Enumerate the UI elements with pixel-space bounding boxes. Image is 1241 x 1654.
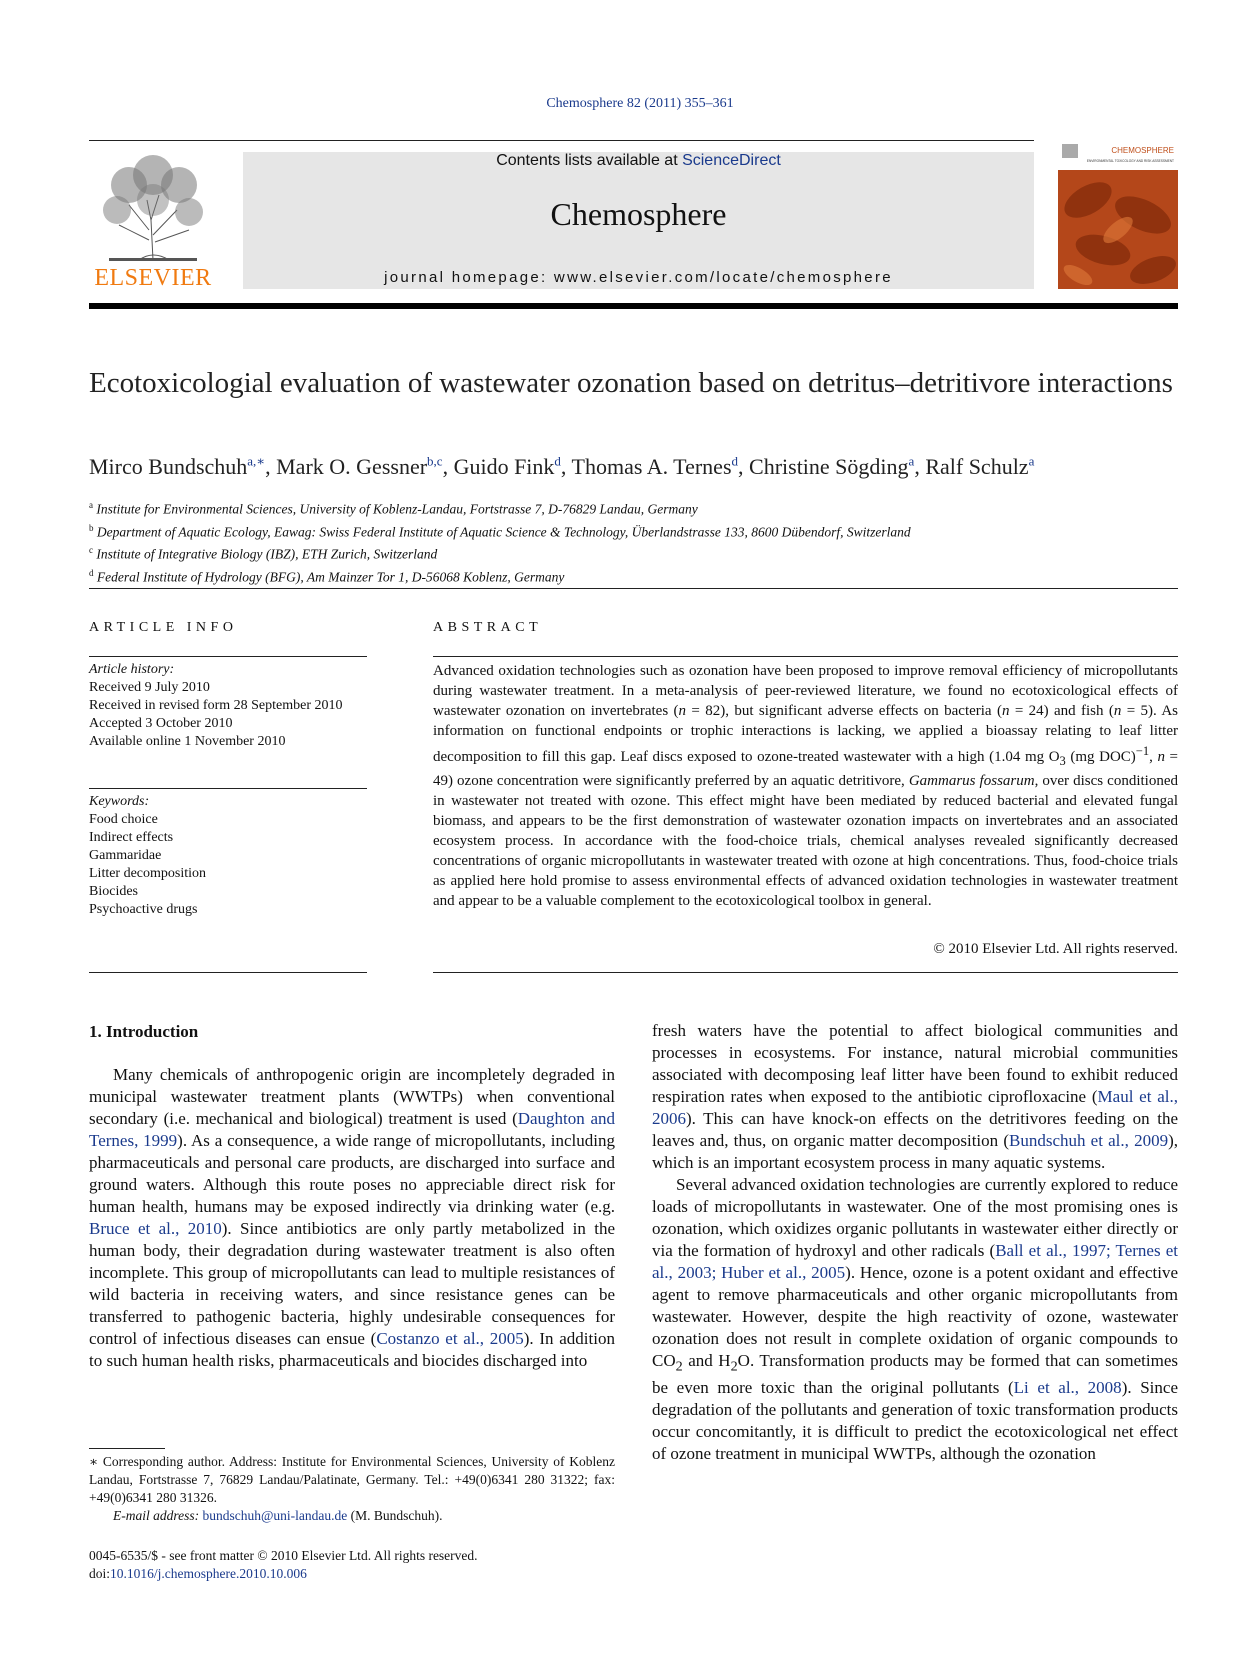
history-item: Received in revised form 28 September 2010 <box>89 698 343 713</box>
affiliation: $^a$ Institute for Environmental Sciences, University of Koblenz-Landau, Fortstrasse 7, D-76829 Landau, Germany <box>89 500 698 517</box>
keyword: Food choice <box>89 812 158 827</box>
article-info-rule <box>89 788 367 789</box>
affiliation: $^b$ Department of Aquatic Ecology, Eawag: Swiss Federal Institute of Aquatic Science & Technology, Überlandstrasse 133, 8600 Dübendorf, Switzerland <box>89 522 911 539</box>
keyword: Biocides <box>89 884 138 899</box>
body-column-right <box>652 1020 1178 1465</box>
masthead-bottom-rule <box>89 303 1178 309</box>
doi-link[interactable]: 10.1016/j.chemosphere.2010.10.006 <box>110 1566 307 1581</box>
author-affiliation-mark[interactable]: d <box>731 454 739 469</box>
author-affiliation-mark[interactable]: d <box>554 454 561 469</box>
email-label: E-mail address: <box>113 1508 203 1523</box>
article-title: Ecotoxicologial evaluation of wastewater ozonation based on detritus–detritivore interactions <box>89 367 1173 399</box>
citation-link[interactable]: Bundschuh et al., 2009 <box>1008 1131 1169 1150</box>
contents-line <box>243 152 1034 170</box>
author-list <box>89 454 1189 480</box>
keyword: Indirect effects <box>89 830 174 845</box>
affiliations-rule <box>89 588 1178 589</box>
article-info-heading: ARTICLE INFO <box>89 620 238 635</box>
author: Guido Fink$^d$, <box>453 454 572 480</box>
paragraph: Several advanced oxidation technologies are currently explored to reduce loads of micropollutants in wastewater. One of the most promising ones is ozonation, which oxidizes organic pollutants in wastewater either directly or via the formation of hydroxyl and other radicals (Ball et al., 1997; Ternes et al., 2003; Huber et al., 2005). Hence, ozone is a potent oxidant and effective agent to remove pharmaceuticals and other organic micropollutants from wastewater. However, despite the high reactivity of ozone, wastewater ozonation does not result in complete oxidation of organic compounds to $CO_2$ and $H_2O$. Transformation products may be formed that can sometimes be even more toxic than the original pollutants (Li et al., 2008). Since degradation of the pollutants and generation of toxic transformation products occur concomitantly, it is difficult to predict the ecotoxicological net effect of ozone treatment in municipal WWTPs, although the ozonation <box>652 1175 1178 1464</box>
affiliation: $^c$ Institute of Integrative Biology (IBZ), ETH Zurich, Switzerland <box>89 545 438 562</box>
author: Mirco Bundschuh$^{a,∗}$, <box>89 454 277 480</box>
citation-link[interactable]: Daughton and Ternes, 1999 <box>89 1109 616 1150</box>
doi-line: doi:10.1016/j.chemosphere.2010.10.006 <box>89 1566 307 1581</box>
author-affiliation-mark[interactable]: a <box>908 454 915 469</box>
abstract-rule <box>433 656 1178 657</box>
abstract-heading: ABSTRACT <box>433 620 543 635</box>
journal-name: Chemosphere <box>550 196 727 232</box>
history-item: Accepted 3 October 2010 <box>89 716 233 731</box>
author: Thomas A. Ternes$^d$, <box>571 454 750 480</box>
affiliations <box>89 496 1189 586</box>
abstract-text: Advanced oxidation technologies such as ozonation have been proposed to improve removal efficiency of micropollutants during wastewater treatment. In a meta-analysis of peer-reviewed literature, we found no ecotoxicological effects of wastewater ozonation on invertebrates (n = 82), but significant adverse effects on bacteria (n = 24) and fish (n = 5). As information on functional endpoints or trophic interactions is lacking, we applied a bioassay relating to leaf litter decomposition to fill this gap. Leaf discs exposed to ozone-treated wastewater with a high (1.04 mg $O_3$ (mg DOC)$^{-1}$, n = 49) ozone concentration were significantly preferred by an aquatic detritivore, Gammarus fossarum, over discs conditioned in wastewater not treated with ozone. This effect might have been mediated by reduced bacterial and elevated fungal biomass, and appears to be the first demonstration of wastewater ozonation impacts on invertebrates and an associated ecosystem process. In accordance with the food-choice trials, chemical analyses revealed significantly decreased concentrations of organic micropollutants in wastewater treated with ozone at high concentrations. Thus, food-choice trials as applied here hold promise to assess environmental effects of advanced oxidation technologies in wastewater treatment and appear to be a valuable complement to the ecotoxicological toolbox in general. <box>433 663 1179 909</box>
keyword: Litter decomposition <box>89 866 207 881</box>
issn-line: 0045-6535/$ - see front matter © 2010 Elsevier Ltd. All rights reserved. <box>89 1548 478 1563</box>
author: Ralf Schulz$^a$ <box>925 454 1035 480</box>
citation-link[interactable]: Ball et al., 1997; Ternes et al., 2003; Huber et al., 2005 <box>652 1241 1178 1282</box>
author-affiliation-mark[interactable]: b,c <box>427 454 443 469</box>
keywords <box>89 793 367 919</box>
journal-homepage[interactable]: journal homepage: www.elsevier.com/locate/chemosphere <box>384 269 893 286</box>
citation-link[interactable]: Bruce et al., 2010 <box>89 1219 222 1238</box>
front-matter <box>89 1547 615 1583</box>
article-history <box>89 661 367 751</box>
journal-citation[interactable]: Chemosphere 82 (2011) 355–361 <box>546 96 734 111</box>
email-link[interactable]: bundschuh@uni-landau.de <box>202 1508 348 1523</box>
article-info-rule <box>89 972 367 973</box>
elsevier-wordmark: ELSEVIER <box>94 265 212 291</box>
cover-subtitle: ENVIRONMENTAL TOXICOLOGY AND RISK ASSESSMENT <box>1086 159 1174 163</box>
author: Mark O. Gessner$^{b,c}$, <box>276 454 454 480</box>
article-info-rule <box>89 656 367 657</box>
sciencedirect-link[interactable]: ScienceDirect <box>682 152 781 169</box>
cover-title: CHEMOSPHERE <box>1111 146 1174 155</box>
keywords-label: Keywords: <box>89 794 150 809</box>
author: Christine Sögding$^a$, <box>749 454 926 480</box>
history-item: Available online 1 November 2010 <box>89 734 286 749</box>
history-label: Article history: <box>89 662 175 677</box>
citation-link[interactable]: Li et al., 2008 <box>1013 1378 1122 1398</box>
footnote-star: ∗ <box>89 1454 99 1469</box>
keyword: Gammaridae <box>89 848 162 863</box>
paragraph: fresh waters have the potential to affect biological communities and processes in ecosystems. For instance, natural microbial communities associated with decomposing leaf litter have been found to exhibit reduced respiration rates when exposed to the antibiotic ciprofloxacine (Maul et al., 2006). This can have knock-on effects on the detritivores feeding on the leaves and, thus, on organic matter decomposition (Bundschuh et al., 2009), which is an important ecosystem process in many aquatic systems. <box>652 1021 1178 1172</box>
journal-cover-image <box>1058 140 1178 289</box>
citation-link[interactable]: Maul et al., 2006 <box>652 1087 1178 1128</box>
abstract-copyright: © 2010 Elsevier Ltd. All rights reserved. <box>933 941 1178 957</box>
corresponding-author-footnote: ∗ Corresponding author. Address: Institute for Environmental Sciences, University of Koblenz Landau, Fortstrasse 7, 76829 Landau/Palatinate, Germany. Tel.: +49(0)6341 280 31322; fax: +49(0)6341 280 31326. E-mail address: bundschuh@uni-landau.de (M. Bundschuh). <box>89 1454 615 1523</box>
author-affiliation-mark[interactable]: a,∗ <box>247 454 266 469</box>
contents-prefix: Contents lists available at <box>496 152 683 169</box>
abstract-rule <box>433 972 1178 973</box>
citation-link[interactable]: Costanzo et al., 2005 <box>376 1329 524 1348</box>
author-affiliation-mark[interactable]: a <box>1028 454 1035 469</box>
keyword: Psychoactive drugs <box>89 902 198 917</box>
affiliation: $^d$ Federal Institute of Hydrology (BFG), Am Mainzer Tor 1, D-56068 Koblenz, Germany <box>89 567 565 584</box>
history-item: Received 9 July 2010 <box>89 680 210 695</box>
body-column-left: Many chemicals of anthropogenic origin are incompletely degraded in municipal wastewater treatment plants (WWTPs) when conventional secondary (i.e. mechanical and biological) treatment is used (Daughton and Ternes, 1999). As a consequence, a wide range of micropollutants, including pharmaceuticals and personal care products, are discharged into surface and ground waters. Although this route poses no appreciable direct risk for human health, humans may be exposed indirectly via drinking water (e.g. Bruce et al., 2010). Since antibiotics are only partly metabolized in the human body, their degradation during wastewater treatment is also often incomplete. This group of micropollutants can lead to multiple resistances of wild bacteria in receiving waters, and since resistance genes can be transferred to pathogenic bacteria, highly undesirable consequences for control of infectious diseases can ensue (Costanzo et al., 2005). In addition to such human health risks, pharmaceuticals and biocides discharged into <box>89 1065 616 1370</box>
species-name: Gammarus fossarum <box>908 773 1035 789</box>
masthead-top-rule <box>89 140 1034 141</box>
section-heading: 1. Introduction <box>89 1022 199 1041</box>
footnote-rule <box>89 1448 165 1449</box>
